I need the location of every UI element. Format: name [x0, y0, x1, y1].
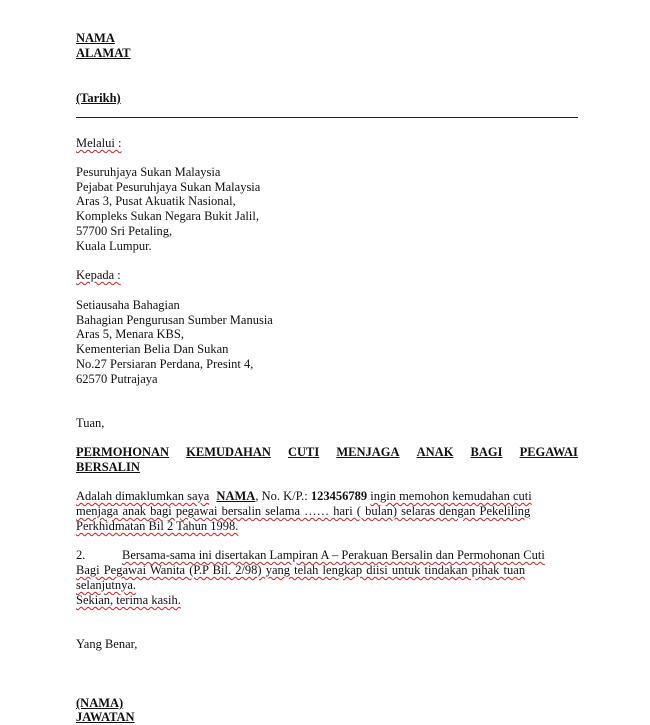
to-line-2: Bahagian Pengurusan Sumber Manusia — [76, 313, 273, 327]
letter-date: (Tarikh) — [76, 91, 121, 105]
para1-line-1 — [76, 489, 578, 504]
to-line-1: Setiausaha Bahagian — [76, 298, 180, 312]
para2-line-2: Bagi Pegawai Wanita (P.P Bil. 2/98) yang telah lengkap diisi untuk tindakan pihak tuan — [76, 563, 526, 577]
para1-pre: Adalah dimaklumkan saya — [76, 489, 210, 503]
sender-address: ALAMAT — [76, 46, 131, 60]
subject-word: BAGI — [470, 445, 503, 459]
signature-position: JAWATAN — [76, 710, 135, 724]
to-label: Kepada : — [76, 268, 121, 282]
signature-name: (NAMA) — [76, 696, 124, 710]
via-line-4: Kompleks Sukan Negara Bukit Jalil, — [76, 209, 259, 223]
para2-line-1: Bersama-sama ini disertakan Lampiran A – Perakuan Bersalin dan Permohonan Cuti — [122, 548, 545, 562]
sender-name: NAMA — [76, 31, 115, 45]
subject-word: ANAK — [416, 445, 454, 459]
to-line-6: 62570 Putrajaya — [76, 372, 158, 386]
para2-number: 2. — [76, 548, 86, 562]
via-line-5: 57700 Sri Petaling, — [76, 224, 173, 238]
subject-line-2: BERSALIN — [76, 460, 140, 474]
to-line-3: Aras 5, Menara KBS, — [76, 327, 184, 341]
subject-word: MENJAGA — [336, 445, 400, 459]
signoff: Yang Benar, — [76, 637, 138, 651]
via-line-3: Aras 3, Pusat Akuatik Nasional, — [76, 194, 236, 208]
para1-line-3: Perkhidmatan Bil 2 Tahun 1998. — [76, 519, 239, 533]
para1-line-2: menjaga anak bagi pegawai bersalin selama …… hari ( bulan) selaras dengan Pekeliling — [76, 504, 531, 518]
salutation: Tuan, — [76, 416, 105, 430]
para2-line-3: selanjutnya. — [76, 578, 137, 592]
subject-line-1 — [76, 445, 578, 460]
to-line-4: Kementerian Belia Dan Sukan — [76, 342, 229, 356]
kp-number: 123456789 — [310, 489, 368, 503]
to-line-5: No.27 Persiaran Perdana, Presint 4, — [76, 357, 254, 371]
para1-post: ingin memohon kemudahan cuti — [370, 489, 532, 503]
header-divider — [76, 117, 578, 118]
subject-word: PEGAWAI — [519, 445, 578, 459]
subject-word: KEMUDAHAN — [186, 445, 271, 459]
via-line-2: Pejabat Pesuruhjaya Sukan Malaysia — [76, 180, 261, 194]
via-line-1: Pesuruhjaya Sukan Malaysia — [76, 165, 221, 179]
subject-word: CUTI — [287, 445, 320, 459]
closing: Sekian, terima kasih. — [76, 593, 181, 607]
via-line-6: Kuala Lumpur. — [76, 239, 152, 253]
applicant-name: NAMA — [216, 489, 256, 503]
via-label: Melalui : — [76, 136, 122, 150]
kp-label: , No. K/P.: — [255, 489, 308, 503]
subject-word: PERMOHONAN — [76, 445, 170, 459]
